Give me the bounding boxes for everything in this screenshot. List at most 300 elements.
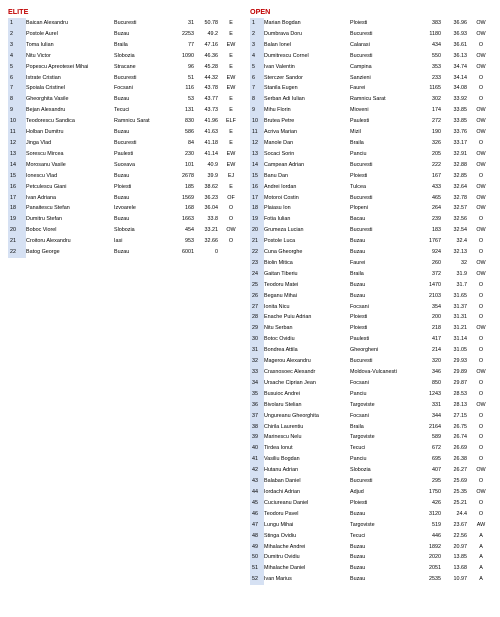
- table-row: [8, 62, 243, 73]
- open-category-cell: O: [478, 139, 484, 146]
- open-number-cell: 354: [432, 303, 441, 310]
- table-row: [8, 214, 243, 225]
- elite-rank-cell: 20: [8, 225, 26, 236]
- table-row: [250, 509, 494, 520]
- open-city-cell: Panciu: [350, 390, 367, 397]
- open-category-cell: OW: [476, 52, 486, 59]
- elite-number-cell: 830: [185, 118, 194, 125]
- table-row: [250, 411, 494, 422]
- open-name-cell: Brutea Petre: [264, 118, 295, 125]
- open-category-cell: OW: [476, 270, 486, 277]
- open-city-cell: Tecuci: [350, 532, 366, 539]
- open-rank-cell: 3: [250, 40, 264, 51]
- open-city-cell: Sanzieni: [350, 74, 371, 81]
- elite-score-cell: 41.63: [204, 129, 218, 136]
- open-number-cell: 302: [432, 96, 441, 103]
- open-city-cell: Paulesti: [350, 118, 370, 125]
- open-city-cell: Bacau: [350, 216, 366, 223]
- open-number-cell: 695: [432, 456, 441, 463]
- elite-number-cell: 586: [185, 129, 194, 136]
- elite-score-cell: 41.18: [204, 139, 218, 146]
- open-score-cell: 31.37: [453, 303, 467, 310]
- open-category-cell: O: [478, 303, 484, 310]
- open-score-cell: 26.27: [453, 467, 467, 474]
- open-city-cell: Ramnicu Sarat: [350, 96, 386, 103]
- table-row: [250, 574, 494, 585]
- open-number-cell: 233: [432, 74, 441, 81]
- elite-rank-cell: 2: [8, 29, 26, 40]
- open-number-cell: 407: [432, 467, 441, 474]
- elite-name-cell: Bejan Alexandru: [26, 107, 66, 114]
- elite-city-cell: Tecuci: [114, 107, 130, 114]
- open-score-cell: 25.69: [453, 478, 467, 485]
- open-category-cell: OW: [476, 129, 486, 136]
- open-number-cell: 344: [432, 412, 441, 419]
- elite-city-cell: Paulesti: [114, 150, 134, 157]
- open-city-cell: Slobozia: [350, 467, 371, 474]
- open-name-cell: Chirila Laurentiu: [264, 423, 304, 430]
- open-city-cell: Bucuresti: [350, 478, 373, 485]
- open-number-cell: 260: [432, 259, 441, 266]
- open-category-cell: O: [478, 478, 484, 485]
- open-name-cell: Fotia Iulian: [264, 216, 291, 223]
- open-name-cell: Hutanu Adrian: [264, 467, 299, 474]
- elite-rank-cell: 18: [8, 203, 26, 214]
- open-score-cell: 28.13: [453, 401, 467, 408]
- table-row: [8, 73, 243, 84]
- open-number-cell: 272: [432, 118, 441, 125]
- open-score-cell: 31.7: [456, 281, 467, 288]
- open-rank-cell: 49: [250, 542, 264, 553]
- elite-rank-cell: 12: [8, 138, 26, 149]
- open-name-cell: Grumeza Lucian: [264, 227, 304, 234]
- elite-name-cell: Dumitru Stefan: [26, 216, 62, 223]
- table-row: [8, 193, 243, 204]
- open-city-cell: Gheorgheni: [350, 347, 379, 354]
- open-rank-cell: 12: [250, 138, 264, 149]
- elite-category-cell: O: [228, 205, 234, 212]
- elite-city-cell: Buzau: [114, 30, 130, 37]
- elite-name-cell: Ionescu Vlad: [26, 172, 58, 179]
- open-city-cell: Targoviste: [350, 401, 375, 408]
- elite-score-cell: 47.16: [204, 41, 218, 48]
- open-rank-cell: 44: [250, 487, 264, 498]
- open-city-cell: Braila: [350, 139, 364, 146]
- open-name-cell: Vasiliu Bogdan: [264, 456, 300, 463]
- table-row: [8, 225, 243, 236]
- open-number-cell: 519: [432, 521, 441, 528]
- table-row: [250, 269, 494, 280]
- open-name-cell: Bivolaru Stelian: [264, 401, 302, 408]
- open-number-cell: 3120: [429, 510, 441, 517]
- table-row: [250, 193, 494, 204]
- open-city-cell: Bucuresti: [350, 194, 373, 201]
- open-number-cell: 924: [432, 249, 441, 256]
- open-category-cell: OW: [476, 150, 486, 157]
- open-rank-cell: 31: [250, 345, 264, 356]
- open-city-cell: Focsani: [350, 412, 369, 419]
- elite-rank-cell: 4: [8, 51, 26, 62]
- open-rank-cell: 47: [250, 520, 264, 531]
- elite-name-cell: Batog George: [26, 249, 60, 256]
- open-rank-cell: 36: [250, 400, 264, 411]
- open-number-cell: 383: [432, 20, 441, 26]
- elite-number-cell: 6001: [182, 249, 194, 256]
- open-city-cell: Buzau: [350, 238, 366, 245]
- open-score-cell: 33.85: [453, 118, 467, 125]
- elite-name-cell: Sorescu Mircea: [26, 150, 64, 157]
- table-row: [250, 236, 494, 247]
- elite-name-cell: Holban Dumitru: [26, 129, 64, 136]
- table-row: [8, 203, 243, 214]
- open-number-cell: 465: [432, 194, 441, 201]
- open-category-cell: OW: [476, 107, 486, 114]
- open-city-cell: Buzau: [350, 576, 366, 583]
- elite-city-cell: Ploiesti: [114, 183, 132, 190]
- open-city-cell: Tulcea: [350, 183, 366, 190]
- open-score-cell: 33.76: [453, 129, 467, 136]
- open-category-cell: AW: [476, 521, 486, 528]
- open-number-cell: 426: [432, 499, 441, 506]
- elite-rank-cell: 17: [8, 193, 26, 204]
- open-name-cell: Busuioc Andrei: [264, 390, 300, 397]
- table-row: [8, 105, 243, 116]
- open-name-cell: Iordachi Adrian: [264, 488, 300, 495]
- elite-city-cell: Ramnicu Sarat: [114, 118, 150, 125]
- elite-number-cell: 1663: [182, 216, 194, 223]
- open-category-cell: OW: [476, 20, 486, 26]
- elite-score-cell: 36.04: [204, 205, 218, 212]
- table-row: [8, 51, 243, 62]
- open-score-cell: 29.93: [453, 358, 467, 365]
- open-name-cell: Marian Bogdan: [264, 20, 301, 26]
- open-category-cell: O: [478, 74, 484, 81]
- open-name-cell: Dumitru Ovidiu: [264, 554, 300, 561]
- open-number-cell: 326: [432, 139, 441, 146]
- table-row: [250, 127, 494, 138]
- elite-name-cell: Panaitescu Stefan: [26, 205, 70, 212]
- open-score-cell: 33.85: [453, 107, 467, 114]
- open-category-cell: OW: [476, 467, 486, 474]
- open-city-cell: Focsani: [350, 303, 369, 310]
- open-city-cell: Bucuresti: [350, 161, 373, 168]
- open-city-cell: Ploiesti: [350, 172, 368, 179]
- open-category-cell: O: [478, 499, 484, 506]
- open-score-cell: 36.13: [453, 52, 467, 59]
- open-rank-cell: 50: [250, 552, 264, 563]
- elite-score-cell: 43.78: [204, 85, 218, 92]
- open-category-cell: O: [478, 390, 484, 397]
- open-category-cell: OW: [476, 227, 486, 234]
- open-score-cell: 32.64: [453, 183, 467, 190]
- open-category-cell: O: [478, 292, 484, 299]
- table-row: [250, 62, 494, 73]
- open-city-cell: Tecuci: [350, 445, 366, 452]
- open-category-cell: OW: [476, 259, 486, 266]
- open-rank-cell: 5: [250, 62, 264, 73]
- open-city-cell: Bucuresti: [350, 52, 373, 59]
- open-number-cell: 295: [432, 478, 441, 485]
- elite-city-cell: Buzau: [114, 96, 130, 103]
- open-rank-cell: 6: [250, 73, 264, 84]
- open-number-cell: 331: [432, 401, 441, 408]
- table-row: [250, 160, 494, 171]
- elite-number-cell: 131: [185, 107, 194, 114]
- elite-category-cell: OF: [227, 194, 235, 201]
- elite-city-cell: Slobozia: [114, 52, 135, 59]
- open-name-cell: Nitu Serban: [264, 325, 293, 332]
- open-name-cell: Biolin Mitica: [264, 259, 293, 266]
- open-name-cell: Dumitrescu Cornel: [264, 52, 309, 59]
- elite-category-cell: EW: [226, 150, 236, 157]
- elite-rank-cell: 3: [8, 40, 26, 51]
- open-number-cell: 850: [432, 379, 441, 386]
- open-number-cell: 346: [432, 369, 441, 375]
- open-city-cell: Braila: [350, 270, 364, 277]
- open-rank-cell: 28: [250, 312, 264, 323]
- elite-score-cell: 46.36: [204, 52, 218, 59]
- open-number-cell: 1892: [429, 543, 441, 550]
- open-rank-cell: 9: [250, 105, 264, 116]
- open-rank-cell: 35: [250, 389, 264, 400]
- elite-city-cell: Bucuresti: [114, 74, 137, 81]
- open-rank-cell: 4: [250, 51, 264, 62]
- open-category-cell: O: [478, 347, 484, 354]
- open-category-cell: A: [479, 543, 483, 550]
- table-row: [250, 542, 494, 553]
- elite-table: [8, 18, 243, 258]
- elite-name-cell: Baican Alexandru: [26, 20, 68, 26]
- elite-number-cell: 96: [188, 63, 194, 70]
- open-city-cell: Faurei: [350, 259, 366, 266]
- open-number-cell: 167: [432, 172, 441, 179]
- open-rank-cell: 40: [250, 443, 264, 454]
- open-rank-cell: 7: [250, 83, 264, 94]
- elite-rank-cell: 1: [8, 18, 26, 29]
- elite-score-cell: 33.21: [204, 227, 218, 234]
- open-score-cell: 32.57: [453, 205, 467, 212]
- elite-city-cell: Izvoarele: [114, 205, 136, 212]
- open-city-cell: Braila: [350, 423, 364, 430]
- open-score-cell: 34.14: [453, 74, 467, 81]
- elite-name-cell: Jinga Vlad: [26, 139, 52, 146]
- elite-city-cell: Braila: [114, 41, 128, 48]
- elite-number-cell: 953: [185, 238, 194, 245]
- table-row: [250, 138, 494, 149]
- open-name-cell: Motoroi Costin: [264, 194, 299, 201]
- open-category-cell: O: [478, 281, 484, 288]
- elite-score-cell: 41.96: [204, 118, 218, 125]
- elite-city-cell: Iasi: [114, 238, 123, 245]
- open-rank-cell: 37: [250, 411, 264, 422]
- table-row: [8, 83, 243, 94]
- elite-city-cell: Slobozia: [114, 227, 135, 234]
- open-name-cell: Andrei Iordan: [264, 183, 297, 190]
- open-rank-cell: 42: [250, 465, 264, 476]
- elite-number-cell: 2678: [182, 172, 194, 179]
- open-category-cell: O: [478, 172, 484, 179]
- open-category-cell: O: [478, 434, 484, 441]
- elite-category-cell: E: [229, 20, 233, 26]
- open-name-cell: Ionita Nicu: [264, 303, 290, 310]
- elite-name-cell: Boboc Viorel: [26, 227, 57, 234]
- open-number-cell: 1243: [429, 390, 441, 397]
- elite-category-cell: EJ: [227, 172, 235, 179]
- open-category-cell: O: [478, 85, 484, 92]
- elite-rank-cell: 9: [8, 105, 26, 116]
- open-name-cell: Cuna Gheorghe: [264, 249, 303, 256]
- elite-rank-cell: 13: [8, 149, 26, 160]
- table-row: [250, 302, 494, 313]
- table-row: [250, 83, 494, 94]
- table-row: [8, 138, 243, 149]
- open-rank-cell: 45: [250, 498, 264, 509]
- open-name-cell: Mihu Florin: [264, 107, 291, 114]
- open-number-cell: 2051: [429, 565, 441, 572]
- elite-category-cell: E: [229, 139, 233, 146]
- open-rank-cell: 52: [250, 574, 264, 585]
- open-city-cell: Bucuresti: [350, 227, 373, 234]
- open-score-cell: 24.4: [456, 510, 467, 517]
- open-score-cell: 32.91: [453, 150, 467, 157]
- elite-city-cell: Focsani: [114, 85, 133, 92]
- elite-score-cell: 36.23: [204, 194, 218, 201]
- open-city-cell: Buzau: [350, 510, 366, 517]
- elite-score-cell: 38.62: [204, 183, 218, 190]
- open-category-cell: OW: [476, 325, 486, 332]
- elite-city-cell: Buzau: [114, 129, 130, 136]
- open-city-cell: Ploiesti: [350, 20, 368, 26]
- open-category-cell: O: [478, 96, 484, 103]
- open-score-cell: 10.97: [453, 576, 467, 583]
- elite-rank-cell: 16: [8, 182, 26, 193]
- open-city-cell: Adjud: [350, 488, 364, 495]
- open-city-cell: Focsani: [350, 379, 369, 386]
- open-number-cell: 550: [432, 52, 441, 59]
- open-rank-cell: 33: [250, 367, 264, 378]
- open-table-body: [250, 18, 494, 585]
- elite-name-cell: Gheorghita Vasile: [26, 96, 69, 103]
- open-category-cell: O: [478, 41, 484, 48]
- elite-section: [8, 6, 243, 258]
- open-category-cell: O: [478, 336, 484, 343]
- elite-number-cell: 53: [188, 96, 194, 103]
- table-row: [250, 465, 494, 476]
- open-number-cell: 320: [432, 358, 441, 365]
- elite-category-cell: O: [228, 216, 234, 223]
- open-rank-cell: 21: [250, 236, 264, 247]
- open-score-cell: 32.85: [453, 172, 467, 179]
- open-name-cell: Magerou Alexandru: [264, 358, 311, 365]
- open-name-cell: Ivan Valentin: [264, 63, 295, 70]
- open-category-cell: OW: [476, 183, 486, 190]
- elite-rank-cell: 11: [8, 127, 26, 138]
- open-score-cell: 26.75: [453, 423, 467, 430]
- open-score-cell: 32.4: [456, 238, 467, 245]
- elite-number-cell: 168: [185, 205, 194, 212]
- table-row: [250, 323, 494, 334]
- open-number-cell: 2020: [429, 554, 441, 561]
- table-row: [250, 247, 494, 258]
- table-row: [250, 345, 494, 356]
- elite-category-cell: EW: [226, 161, 236, 168]
- open-name-cell: Beganu Mihai: [264, 292, 297, 299]
- open-number-cell: 372: [432, 270, 441, 277]
- open-category-cell: OW: [476, 63, 486, 70]
- table-row: [250, 476, 494, 487]
- open-category-cell: A: [479, 532, 483, 539]
- table-row: [250, 443, 494, 454]
- open-category-cell: O: [478, 510, 484, 517]
- open-score-cell: 20.97: [453, 543, 467, 550]
- open-category-cell: O: [478, 216, 484, 223]
- open-number-cell: 446: [432, 532, 441, 539]
- table-row: [250, 105, 494, 116]
- open-category-cell: OW: [476, 401, 486, 408]
- open-category-cell: O: [478, 423, 484, 430]
- elite-category-cell: ELF: [226, 118, 236, 125]
- elite-rank-cell: 19: [8, 214, 26, 225]
- open-name-cell: Socaci Sorin: [264, 150, 295, 157]
- open-table: [250, 18, 494, 585]
- elite-category-cell: OW: [226, 227, 236, 234]
- open-rank-cell: 24: [250, 269, 264, 280]
- table-row: [250, 563, 494, 574]
- open-name-cell: Cuciureanu Daniel: [264, 499, 309, 506]
- table-row: [250, 498, 494, 509]
- open-number-cell: 589: [432, 434, 441, 441]
- table-row: [250, 40, 494, 51]
- table-row: [250, 487, 494, 498]
- open-city-cell: Targoviste: [350, 434, 375, 441]
- open-number-cell: 417: [432, 336, 441, 343]
- open-score-cell: 36.96: [453, 20, 467, 26]
- open-name-cell: Ungureanu Gheorghita: [264, 412, 319, 419]
- table-row: [250, 171, 494, 182]
- open-name-cell: Marinescu Nelu: [264, 434, 302, 441]
- open-category-cell: OW: [476, 488, 486, 495]
- open-number-cell: 433: [432, 183, 441, 190]
- elite-number-cell: 185: [185, 183, 194, 190]
- open-category-cell: OW: [476, 118, 486, 125]
- elite-number-cell: 31: [188, 20, 194, 26]
- elite-score-cell: 44.32: [204, 74, 218, 81]
- open-name-cell: Enache Puiu Adrian: [264, 314, 312, 321]
- elite-rank-cell: 15: [8, 171, 26, 182]
- open-number-cell: 222: [432, 161, 441, 168]
- table-row: [8, 171, 243, 182]
- open-number-cell: 218: [432, 325, 441, 332]
- open-number-cell: 353: [432, 63, 441, 70]
- open-city-cell: Plopeni: [350, 205, 368, 212]
- open-number-cell: 1180: [429, 30, 441, 37]
- table-row: [250, 432, 494, 443]
- elite-category-cell: E: [229, 96, 233, 103]
- table-row: [8, 29, 243, 40]
- table-row: [250, 182, 494, 193]
- table-row: [250, 531, 494, 542]
- open-rank-cell: 39: [250, 432, 264, 443]
- open-rank-cell: 16: [250, 182, 264, 193]
- table-row: [250, 116, 494, 127]
- open-rank-cell: 15: [250, 171, 264, 182]
- open-city-cell: Calarasi: [350, 41, 370, 48]
- open-name-cell: Teodoru Matei: [264, 281, 299, 288]
- open-score-cell: 28.53: [453, 390, 467, 397]
- open-score-cell: 31.65: [453, 292, 467, 299]
- elite-name-cell: Spoiala Cristinel: [26, 85, 65, 92]
- elite-name-cell: Petculescu Giani: [26, 183, 67, 190]
